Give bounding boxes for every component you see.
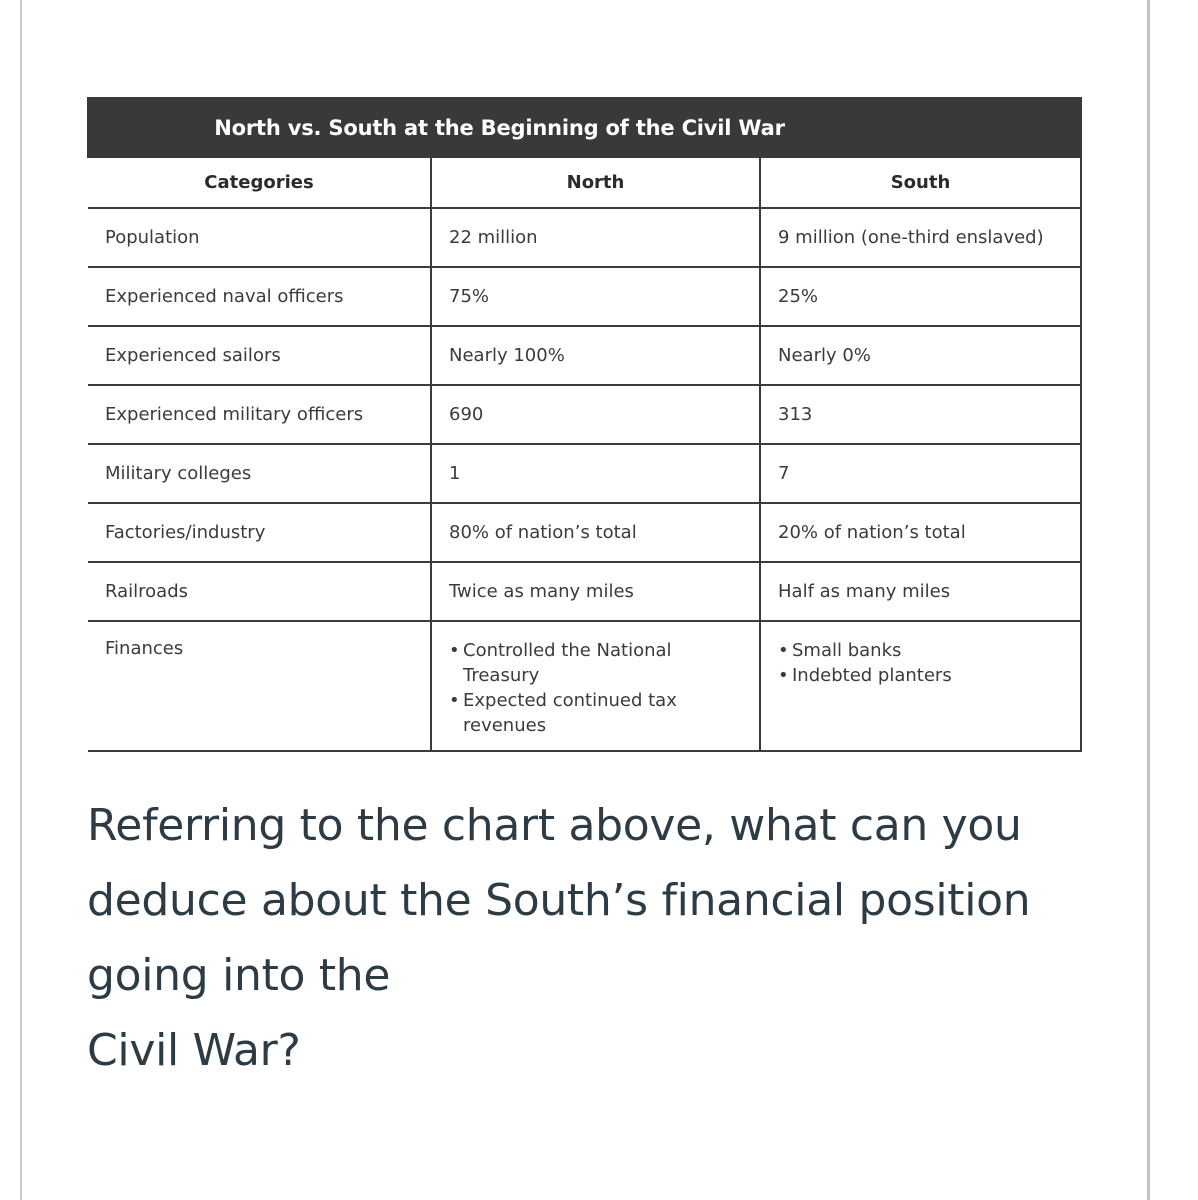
category-cell: Experienced sailors xyxy=(88,326,431,385)
category-cell: Experienced military officers xyxy=(88,385,431,444)
page-border-left xyxy=(20,0,22,1200)
comparison-table xyxy=(87,97,1082,752)
list-item: • Controlled the National Treasury xyxy=(449,638,742,688)
category-cell: Military colleges xyxy=(88,444,431,503)
list-item: • Expected continued tax revenues xyxy=(449,688,742,738)
table-title-row xyxy=(88,98,1081,157)
table-row xyxy=(88,444,1081,503)
header-south: South xyxy=(760,157,1081,208)
comparison-table-image xyxy=(87,97,1080,752)
north-finances-cell xyxy=(431,621,760,751)
category-cell: Railroads xyxy=(88,562,431,621)
table-row xyxy=(88,208,1081,267)
south-cell: Nearly 0% xyxy=(760,326,1081,385)
table-row xyxy=(88,267,1081,326)
north-cell: 1 xyxy=(431,444,760,503)
north-cell: 75% xyxy=(431,267,760,326)
page-border-right xyxy=(1147,0,1150,1200)
list-item: • Small banks xyxy=(778,638,1063,663)
south-finances-cell xyxy=(760,621,1081,751)
question-line: deduce about the South’s financial position xyxy=(87,875,1031,926)
table-row xyxy=(88,503,1081,562)
category-cell: Population xyxy=(88,208,431,267)
table-header-row xyxy=(88,157,1081,208)
table-row-finances xyxy=(88,621,1081,751)
question-line: Referring to the chart above, what can you xyxy=(87,800,1022,851)
north-cell: 22 million xyxy=(431,208,760,267)
north-cell: 690 xyxy=(431,385,760,444)
north-cell: Nearly 100% xyxy=(431,326,760,385)
north-finances-list xyxy=(449,638,742,738)
question-line: going into the xyxy=(87,950,391,1001)
header-north: North xyxy=(431,157,760,208)
list-item: • Indebted planters xyxy=(778,663,1063,688)
south-cell: 7 xyxy=(760,444,1081,503)
table-row xyxy=(88,385,1081,444)
table-title: North vs. South at the Beginning of the Civil War xyxy=(88,98,1081,157)
category-cell: Finances xyxy=(88,621,431,751)
category-cell: Factories/industry xyxy=(88,503,431,562)
header-categories: Categories xyxy=(88,157,431,208)
south-finances-list xyxy=(778,638,1063,688)
north-cell: Twice as many miles xyxy=(431,562,760,621)
south-cell: 25% xyxy=(760,267,1081,326)
category-cell: Experienced naval officers xyxy=(88,267,431,326)
question-line: Civil War? xyxy=(87,1025,301,1076)
south-cell: 20% of nation’s total xyxy=(760,503,1081,562)
question-text xyxy=(87,788,1087,1088)
south-cell: 9 million (one-third enslaved) xyxy=(760,208,1081,267)
north-cell: 80% of nation’s total xyxy=(431,503,760,562)
south-cell: Half as many miles xyxy=(760,562,1081,621)
table-row xyxy=(88,326,1081,385)
south-cell: 313 xyxy=(760,385,1081,444)
table-row xyxy=(88,562,1081,621)
